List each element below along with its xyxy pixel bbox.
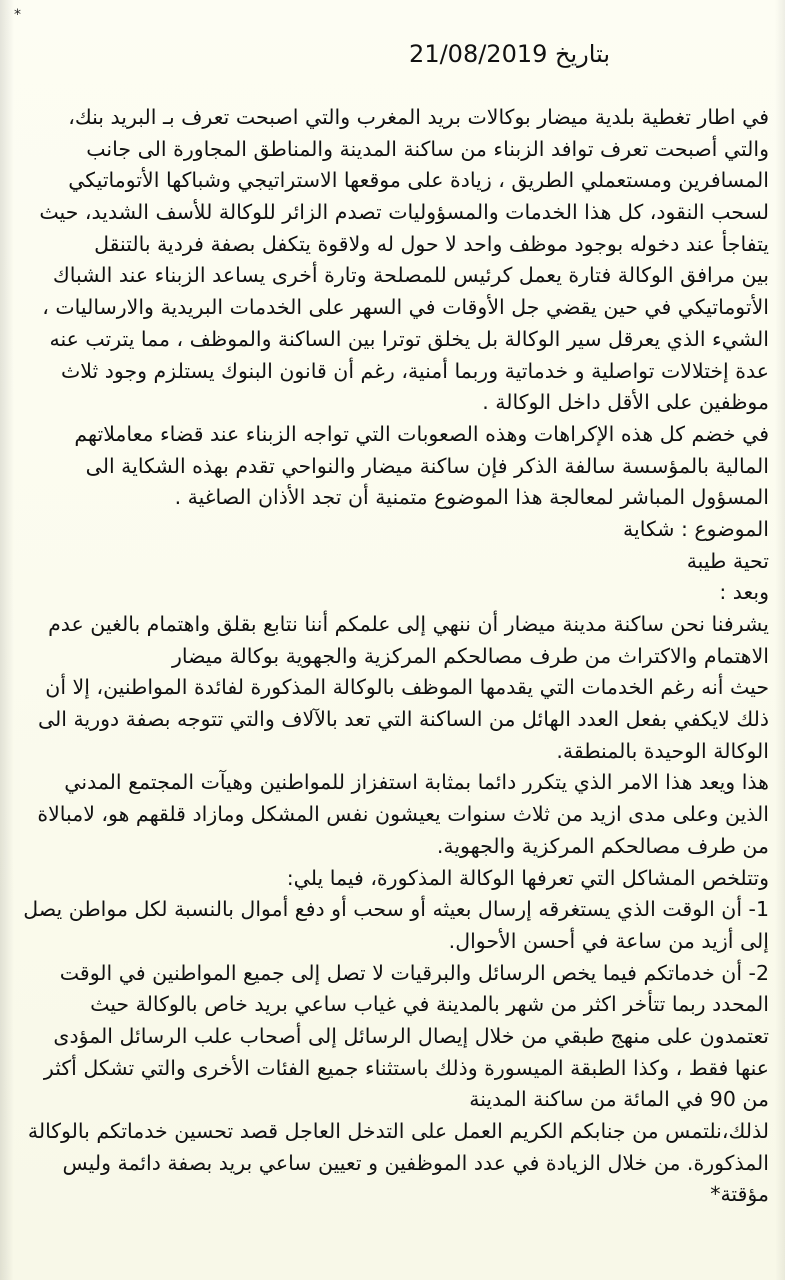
list-item-1: 1- أن الوقت الذي يستغرقه إرسال بعيثه أو سحب أو دفع أموال بالنسبة لكل مواطن يصل (23, 897, 769, 922)
list-item-1-cont: إلى أزيد من ساعة في أحسن الأحوال. (448, 928, 769, 953)
body-line: هذا ويعد هذا الامر الذي يتكرر دائما بمثابة استفزاز للمواطنين وهيآت المجتمع المدني (64, 770, 769, 795)
list-item-2-cont: المحدد ربما تتأخر اكثر من شهر بالمدينة في غياب ساعي بريد خاص بالوكالة حيث (90, 992, 769, 1017)
body-line: في اطار تغطية بلدية ميضار بوكالات بريد المغرب والتي اصبحت تعرف بـ البريد بنك، (68, 105, 769, 129)
body-line: الاهتمام والاكتراث من طرف مصالحكم المركزية والجهوية بوكالة ميضار (171, 643, 769, 668)
subject-line: الموضوع : شكاية (623, 516, 769, 541)
body-line: بين مرافق الوكالة فتارة يعمل كرئيس للمصلحة وتارة أخرى يساعد الزبناء عند الشباك (52, 263, 769, 288)
body-line: موظفين على الأقل داخل الوكالة . (482, 390, 769, 415)
body-line: من طرف مصالحكم المركزية والجهوية. (436, 833, 769, 858)
list-item-2-cont: تعتمدون على منهج طبقي من خلال إيصال الرسائل إلى أصحاب علب الرسائل المؤدى (53, 1023, 769, 1048)
body-line: الوكالة الوحيدة بالمنطقة. (556, 738, 769, 763)
corner-mark: * (14, 7, 21, 23)
closing-line: لذلك،نلتمس من جنابكم الكريم العمل على التدخل العاجل قصد تحسين خدماتكم بالوكالة (27, 1119, 769, 1143)
letter-date: بتاريخ 21/08/2019 (409, 40, 610, 68)
body-line: ذلك لايكفي بفعل العدد الهائل من الساكنة التي تعد بالآلاف والتي تتوجه بصفة دورية الى (37, 707, 769, 732)
body-line: عدة إختلالات تواصلية و خدماتية وربما أمنية، رغم أن قانون البنوك يستلزم وجود ثلاث (61, 358, 769, 383)
body-line: حيث أنه رغم الخدمات التي يقدمها الموظف بالوكالة المذكورة لفائدة المواطنين، إلا أن (45, 675, 769, 700)
body-line: الذين وعلى مدى ازيد من ثلاث سنوات يعيشون نفس المشكل ومازاد قلقهم هو، لامبالاة (37, 802, 769, 827)
closing-line: المذكورة. من خلال الزيادة في عدد الموظفين و تعيين ساعي بريد بصفة دائمة وليس (62, 1150, 769, 1175)
greeting-line: تحية طيبة (686, 548, 769, 573)
body-line: الأتوماتيكي في حين يقضي جل الأوقات في السهر على الخدمات البريدية والارساليات ، (42, 295, 769, 320)
body-line: والتي أصبحت تعرف توافد الزبناء من ساكنة المدينة والمناطق المجاورة الى جانب (86, 136, 769, 161)
letter-body (11, 102, 769, 1211)
list-item-2: 2- أن خدماتكم فيما يخص الرسائل والبرقيات لا تصل إلى جميع المواطنين في الوقت (59, 960, 769, 985)
body-line: في خضم كل هذه الإكراهات وهذه الصعوبات التي تواجه الزبناء عند قضاء معاملاتهم (74, 421, 769, 446)
body-line: المسافرين ومستعملي الطريق ، زيادة على موقعها الاستراتيجي وشباكها الأتوماتيكي (68, 168, 769, 193)
right-edge-shadow (775, 0, 785, 1280)
body-line: المسؤول المباشر لمعالجة هذا الموضوع متمنية أن تجد الأذان الصاغية . (174, 485, 769, 510)
closing-line: مؤقتة* (710, 1182, 769, 1207)
body-line: يشرفنا نحن ساكنة مدينة ميضار أن ننهي إلى علمكم أننا نتابع بقلق واهتمام بالغين عدم (48, 612, 769, 636)
body-line: وتتلخص المشاكل التي تعرفها الوكالة المذكورة، فيما يلي: (286, 865, 769, 890)
list-item-2-cont: من 90 في المائة من ساكنة المدينة (469, 1087, 769, 1112)
salutation-line: وبعد : (719, 580, 769, 605)
body-line: يتفاجأ عند دخوله بوجود موظف واحد لا حول له ولاقوة يتكفل بصفة فردية بالتنقل (94, 231, 769, 256)
body-line: الشيء الذي يعرقل سير الوكالة بل يخلق توترا بين الساكنة والموظف ، مما يترتب عنه (49, 326, 769, 351)
list-item-2-cont: عنها فقط ، وكذا الطبقة الميسورة وذلك باستثناء جميع الفئات الأخرى والتي تشكل أكثر (43, 1055, 769, 1080)
body-line: لسحب النقود، كل هذا الخدمات والمسؤوليات تصدم الزائر للوكالة للأسف الشديد، حيث (39, 200, 769, 225)
body-line: المالية بالمؤسسة سالفة الذكر فإن ساكنة ميضار والنواحي تقدم بهذه الشكاية الى (85, 453, 769, 478)
